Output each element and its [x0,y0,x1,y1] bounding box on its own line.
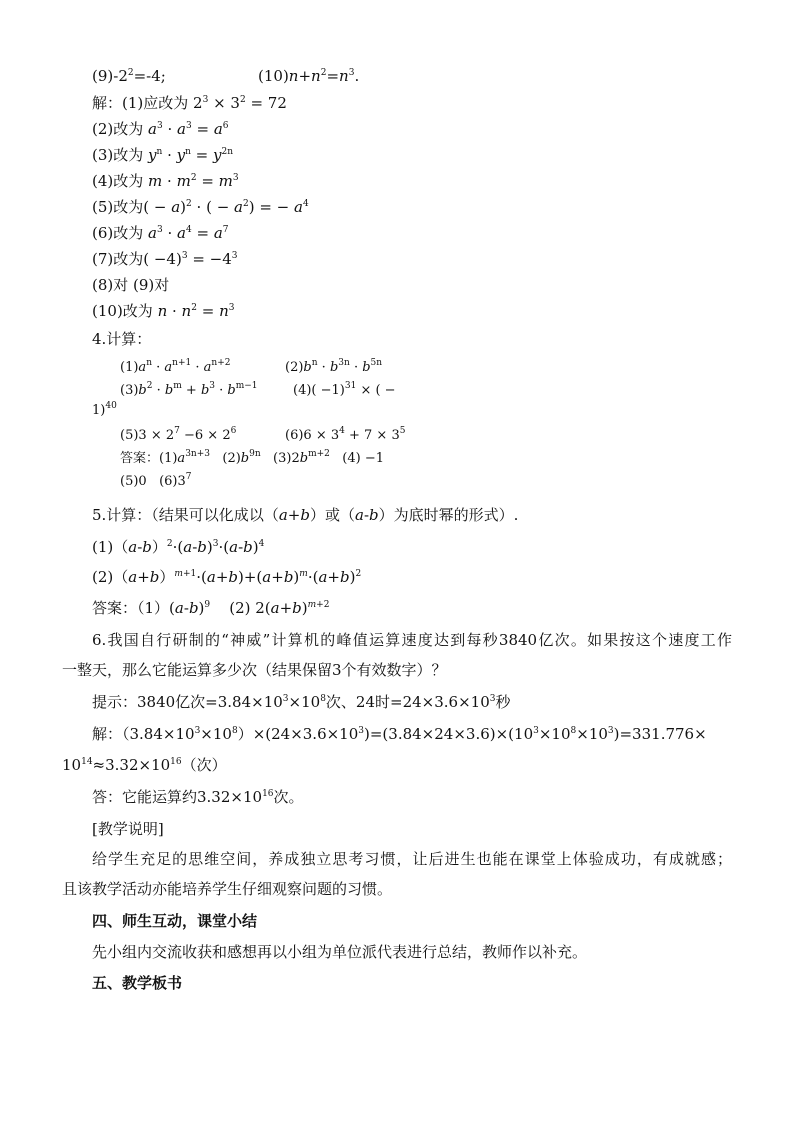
q4-item-4-cont: 1)$^{40}$ [92,401,117,418]
q4-item-3: $(3)b^2 \cdot b^m + b^3 \cdot b^{m-1}$ [120,381,258,398]
solution-3: (3)改为 $y^n \cdot y^n = y^{2n}$ [92,146,234,164]
solution-4: (4)改为 $m \cdot m^2 = m^3$ [92,172,239,190]
teaching-note-title: [教学说明] [92,820,164,838]
solution-6: (6)改为 $a^3 \cdot a^4 = a^7$ [92,224,229,242]
solution-5: (5)改为( − a)$^2$ · ( − $a^2$) = − $a^4$ [92,198,309,216]
section-4-title: 四、师生互动，课堂小结 [92,912,258,930]
teaching-note-line-1: 给学生充足的思维空间，养成独立思考习惯，让后进生也能在课堂上体验成功，有成就感； [92,850,732,868]
q4-item-6: $(6)6 \times 3^4 + 7 \times 3^5$ [285,426,406,443]
q4-item-1: $(1)a^n \cdot a^{n+1} \cdot a^{n+2}$ [120,358,231,375]
q4-item-2: $(2)b^n \cdot b^{3n} \cdot b^{5n}$ [285,358,383,375]
q5-item-1: $(1)(a-b)^2\cdot(a-b)^3\cdot(a-b)^4$ [92,538,265,556]
solution-2: (2)改为 $a^3 \cdot a^3 = a^6$ [92,120,229,138]
q4-answers-1: 答案：$(1)a^{3n+3}$ $(2)b^{9n}$ $(3)2b^{m+2}$ (4) −1 [120,449,384,466]
q4-item-5: $(5)3 \times 2^7 -6 \times 2^6$ [120,426,237,443]
solution-8-9: (8)对 (9)对 [92,276,170,294]
q4-answers-2: (5)0 $(6)3^7$ [120,472,192,489]
question-4-title: 4.计算： [92,330,152,348]
solution-line-2: $10^{14}\approx 3.32\times 10^{16}$（次） [62,756,227,774]
teaching-note-line-2: 且该教学活动亦能培养学生仔细观察问题的习惯。 [62,880,393,898]
section-4-body: 先小组内交流收获和感想再以小组为单位派代表进行总结，教师作以补充。 [92,943,588,961]
q5-answer: 答案：$(1)(a-b)^9$ (2) $2(a+b)^{m+2}$ [92,599,330,617]
hint: 提示：3840亿次$=3.84\times 10^3\times 10^8$次、24时$=24\times 3.6\times 10^3$秒 [92,693,511,711]
item-9: $(9)-2^2=-4$; [92,67,166,85]
question-5-title: 5.计算：（结果可以化成以（a+b）或（a-b）为底时幂的形式）. [92,506,519,524]
solution-7: (7)改为( $-4)^3 = -4^3$ [92,250,238,268]
solution-line-1: 解：$(3.84\times 10^3\times 10^8)\times(24\times 3.6\times 10^3)=(3.84\times 24\times 3.6)\times(10^3\times 10^8\times 10^3)=331.776\times$ [92,725,707,743]
item-10: $(10)n+n^2=n^3$. [258,67,360,85]
q5-item-2: $(2)(a+b)^{m+1}\cdot(a+b)+(a+b)^m\cdot(a+b)^2$ [92,568,362,586]
section-5-title: 五、教学板书 [92,974,183,992]
question-6-line-2: 一整天，那么它能运算多少次（结果保留3个有效数字）？ [62,661,447,679]
answer: 答：它能运算约$3.32\times 10^{16}$次。 [92,788,304,806]
solution-10: (10)改为 $n \cdot n^2 = n^3$ [92,302,235,320]
q4-item-4: $(4)( -1)^{31}$ × ( − [293,381,396,398]
question-6-line-1: 6.我国自行研制的“神威”计算机的峰值运算速度达到每秒3840亿次。如果按这个速度工作 [92,631,732,649]
solution-1: 解：(1)应改为 $2^3 \times 3^2 = 72$ [92,94,287,112]
